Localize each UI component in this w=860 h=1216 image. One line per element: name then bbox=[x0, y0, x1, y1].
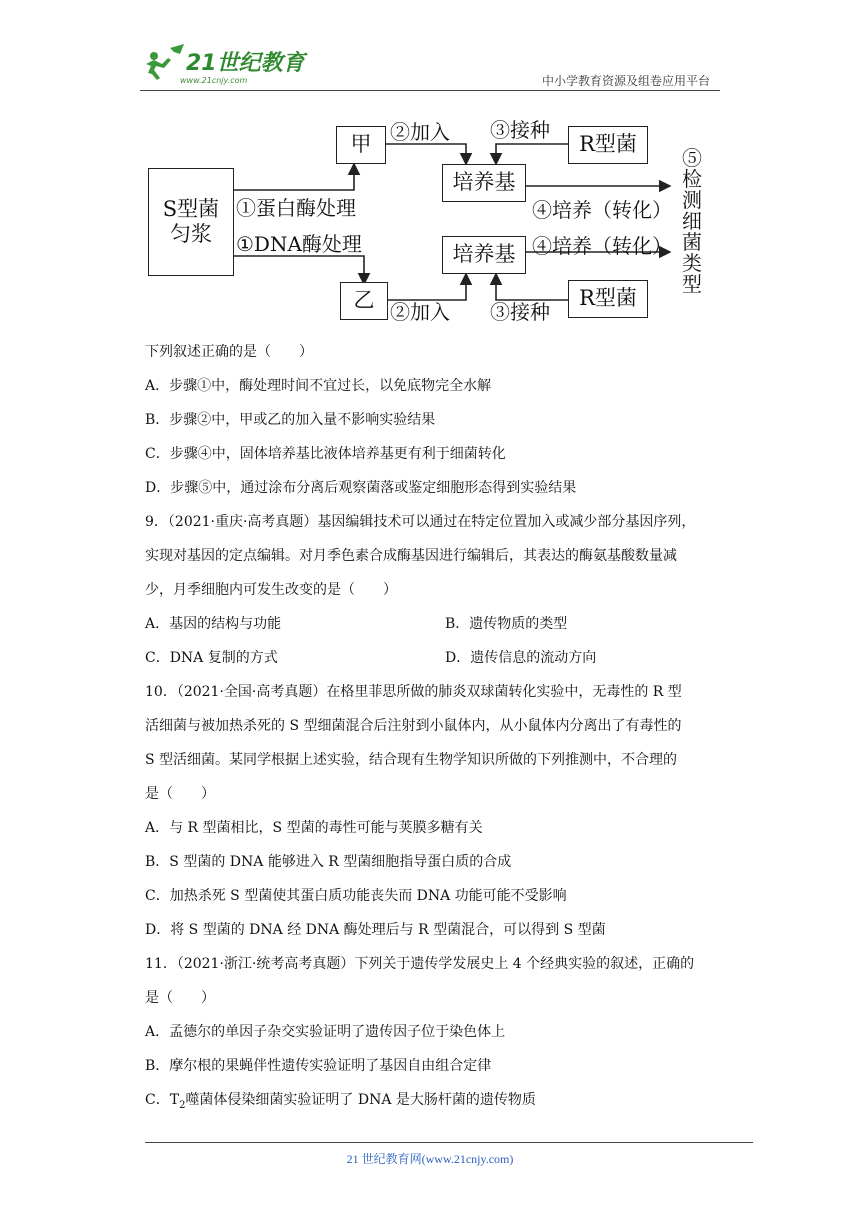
q11-option-b: B．摩尔根的果蝇伴性遗传实验证明了基因自由组合定律 bbox=[145, 1058, 492, 1074]
step2-bottom-label: ②加入 bbox=[390, 300, 450, 324]
r-type-bottom-box: R型菌 bbox=[568, 280, 648, 318]
step1-protease-label: ①蛋白酶处理 bbox=[236, 196, 356, 220]
logo-url: www.21cnjy.com bbox=[180, 76, 248, 85]
q8-option-b: B．步骤②中，甲或乙的加入量不影响实验结果 bbox=[145, 412, 436, 428]
q11-option-c-rest: 噬菌体侵染细菌实验证明了 DNA 是大肠杆菌的遗传物质 bbox=[185, 1092, 536, 1108]
q10-line-3: S 型活细菌。某同学根据上述实验，结合现有生物学知识所做的下列推测中，不合理的 bbox=[145, 752, 678, 768]
logo-text: 21世纪教育 bbox=[186, 51, 305, 76]
experiment-diagram bbox=[140, 110, 720, 332]
q10-line-2: 活细菌与被加热杀死的 S 型细菌混合后注射到小鼠体内，从小鼠体内分离出了有毒性的 bbox=[145, 718, 682, 734]
footer-text: 21 世纪教育网(www.21cnjy.com) bbox=[346, 1152, 514, 1166]
q11-option-c bbox=[145, 1090, 536, 1116]
q8-option-c: C．步骤④中，固体培养基比液体培养基更有利于细菌转化 bbox=[145, 446, 506, 462]
jia-box: 甲 bbox=[336, 126, 386, 164]
q9-option-d: D．遗传信息的流动方向 bbox=[445, 650, 597, 666]
q8-option-d: D．步骤⑤中，通过涂布分离后观察菌落或鉴定细胞形态得到实验结果 bbox=[145, 480, 577, 496]
header-divider bbox=[140, 90, 720, 91]
q10-option-a: A．与 R 型菌相比，S 型菌的毒性可能与荚膜多糖有关 bbox=[145, 820, 483, 836]
s-type-homogenate-box: S型菌匀浆 bbox=[148, 168, 234, 276]
q10-option-b: B．S 型菌的 DNA 能够进入 R 型菌细胞指导蛋白质的合成 bbox=[145, 854, 512, 870]
footer-divider bbox=[145, 1142, 753, 1143]
header-platform-text: 中小学教育资源及组卷应用平台 bbox=[541, 74, 710, 88]
yi-box: 乙 bbox=[340, 282, 388, 320]
step4-top-label: ④培养（转化） bbox=[532, 198, 672, 222]
q10-line-4: 是（ ） bbox=[145, 786, 215, 802]
step5-detect-label: ⑤检测细菌类型 bbox=[682, 146, 702, 296]
q9-line-2: 实现对基因的定点编辑。对月季色素合成酶基因进行编辑后，其表达的酶氨基酸数量减 bbox=[145, 548, 677, 564]
q11-option-c-subscript: 2 bbox=[179, 1099, 186, 1111]
page-header bbox=[140, 40, 720, 92]
step4-bottom-label: ④培养（转化） bbox=[532, 234, 672, 258]
q9-line-3: 少，月季细胞内可发生改变的是（ ） bbox=[145, 582, 397, 598]
q11-option-c-prefix: C．T bbox=[145, 1092, 180, 1108]
step3-top-label: ③接种 bbox=[490, 118, 550, 142]
q10-line-1: 10．（2021·全国·高考真题）在格里菲思所做的肺炎双球菌转化实验中，无毒性的 R 型 bbox=[145, 684, 682, 700]
q10-option-d: D．将 S 型菌的 DNA 经 DNA 酶处理后与 R 型菌混合，可以得到 S 型菌 bbox=[145, 922, 606, 938]
medium-top-box: 培养基 bbox=[442, 164, 526, 202]
q11-line-1: 11．（2021·浙江·统考高考真题）下列关于遗传学发展史上 4 个经典实验的叙述，正确的 bbox=[145, 956, 695, 972]
q10-option-c: C．加热杀死 S 型菌使其蛋白质功能丧失而 DNA 功能可能不受影响 bbox=[145, 888, 567, 904]
step1-dnase-label: ①DNA酶处理 bbox=[236, 232, 362, 256]
step2-top-label: ②加入 bbox=[390, 120, 450, 144]
q9-option-b: B．遗传物质的类型 bbox=[445, 616, 568, 632]
q9-option-c: C．DNA 复制的方式 bbox=[145, 650, 278, 666]
q8-option-a: A．步骤①中，酶处理时间不宜过长，以免底物完全水解 bbox=[145, 378, 492, 394]
step3-bottom-label: ③接种 bbox=[490, 300, 550, 324]
q11-option-a: A．孟德尔的单因子杂交实验证明了遗传因子位于染色体上 bbox=[145, 1024, 506, 1040]
medium-bottom-box: 培养基 bbox=[442, 236, 526, 274]
q8-stem: 下列叙述正确的是（ ） bbox=[145, 344, 313, 360]
q11-line-2: 是（ ） bbox=[145, 990, 215, 1006]
r-type-top-box: R型菌 bbox=[568, 126, 648, 164]
q9-line-1: 9．（2021·重庆·高考真题）基因编辑技术可以通过在特定位置加入或减少部分基因序列， bbox=[145, 514, 696, 530]
q9-option-a: A．基因的结构与功能 bbox=[145, 616, 282, 632]
